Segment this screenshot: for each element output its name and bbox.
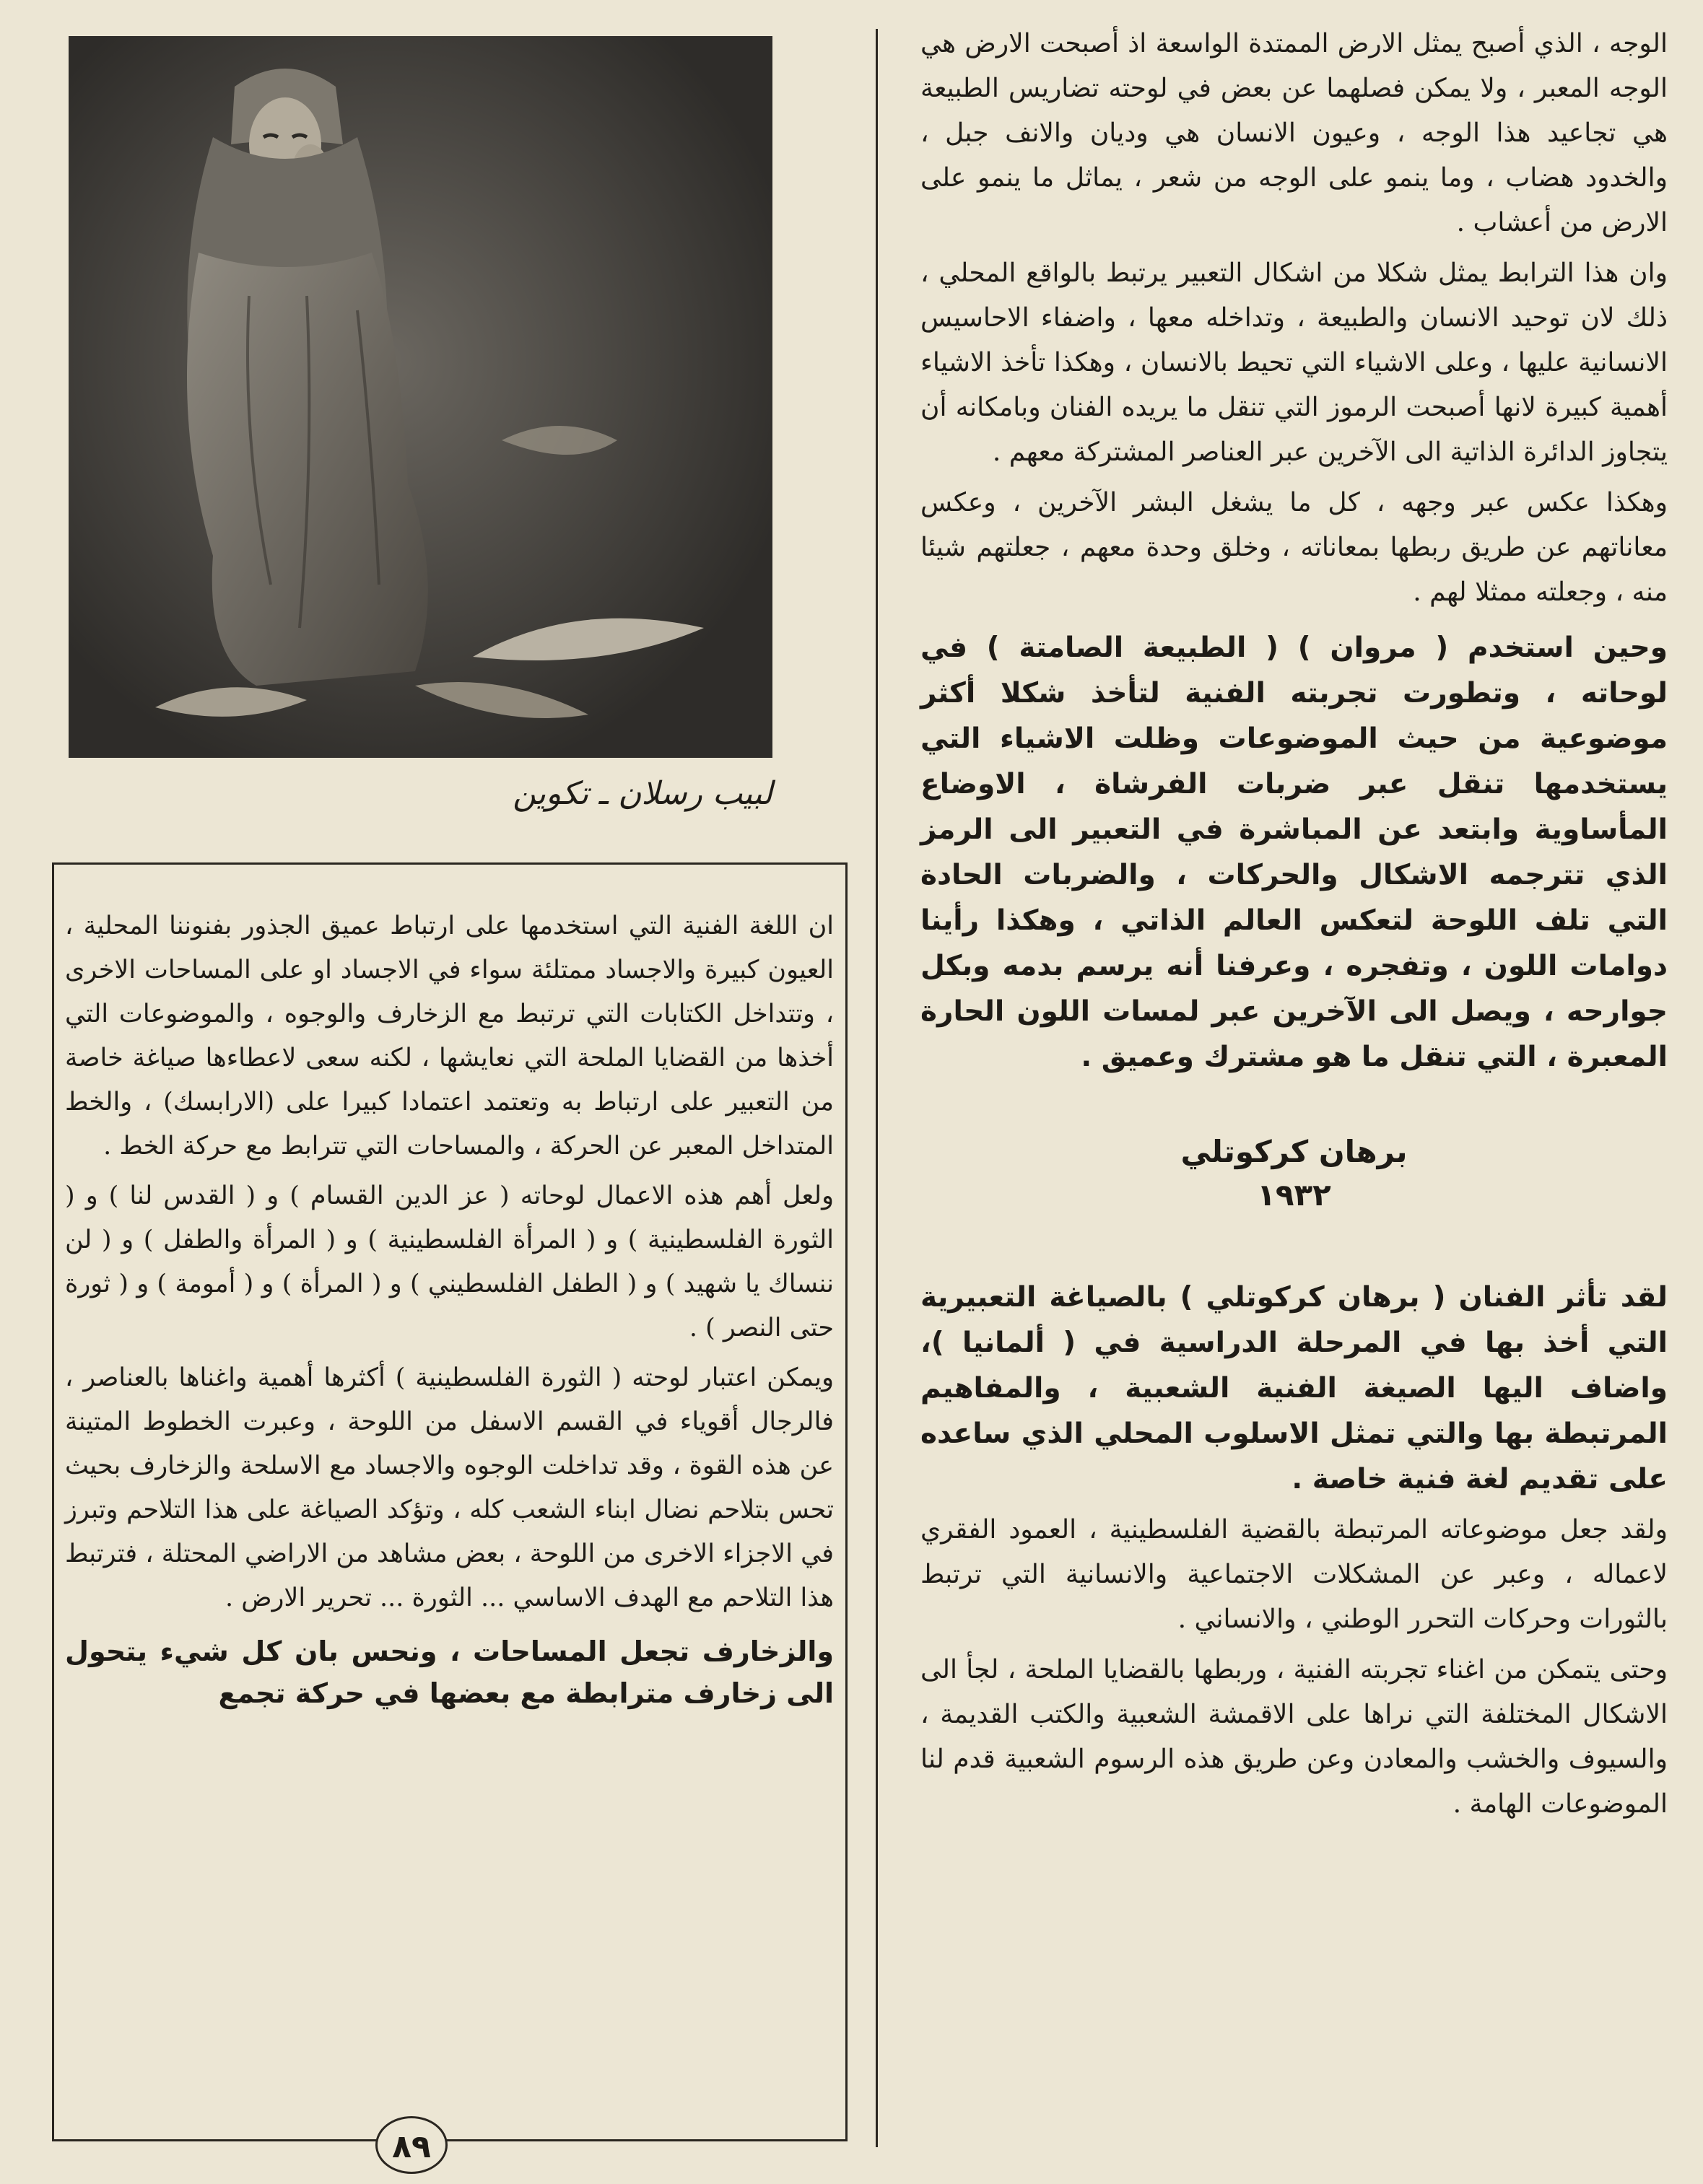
paragraph: ان اللغة الفنية التي استخدمها على ارتباط عميق الجذور بفنوننا المحلية ، العيون كبيرة والاجساد ممتلئة سواء في الاجساد او على المساحات الاخرى ، وتتداخل الكتابات التي ترتبط مع الزخارف والوجوه ، والموضوعات التي أخذها من القضايا الملحة التي نعايشها ، لكنه سعى لاعطاءها صياغة خاصة من التعبير على ارتباط به وتعتمد اعتمادا كبيرا على (الارابسك) ، والخط المتداخل المعبر عن الحركة ، والمساحات التي تترابط مع حركة الخط .	[65, 912, 834, 1161]
painting-caption: لبيب رسلان ـ تكوين	[513, 775, 772, 812]
painting-image	[69, 36, 772, 758]
painting-illustration	[69, 36, 772, 758]
artist-year: ١٩٣٢	[1257, 1177, 1331, 1213]
paragraph: الوجه ، الذي أصبح يمثل الارض الممتدة الواسعة اذ أصبحت الارض هي الوجه المعبر ، ولا يمكن فصلهما عن بعض في لوحته تضاريس الطبيعة هي تجاعيد هذا الوجه ، وعيون الانسان هي وديان والانف جبل ، والخدود هضاب ، وما ينمو على الوجه من شعر ، يماثل ما ينمو على الارض من أعشاب .	[920, 29, 1668, 237]
page-number: ٨٩	[375, 2116, 448, 2174]
artist-name: برهان كركوتلي	[1180, 1134, 1408, 1169]
bold-paragraph: لقد تأثر الفنان ( برهان كركوتلي ) بالصياغة التعبيرية التي أخذ بها في المرحلة الدراسية في ( ألمانيا )، واضاف اليها الصيغة الفنية الشعبية ، والمفاهيم المرتبطة بها والتي تمثل الاسلوب المحلي الذي ساعده على تقديم لغة فنية خاصة .	[920, 1281, 1668, 1495]
bold-paragraph: وحين استخدم ( مروان ) ( الطبيعة الصامتة ) في لوحاته ، وتطورت تجربته الفنية لتأخذ شكلا أكثر موضوعية من حيث الموضوعات وظلت الاشياء التي يستخدمها تنقل عبر ضربات الفرشاة ، الاوضاع المأساوية وابتعد عن المباشرة في التعبير الى الرمز الذي تترجمه الاشكال والحركات ، والضربات الحادة التي تلف اللوحة لتعكس العالم الذاتي ، وهكذا رأينا دوامات اللون ، وتفجره ، وعرفنا أنه يرسم بدمه وبكل جوارحه ، ويصل الى الآخرين عبر لمسات اللون الحارة المعبرة ، التي تنقل ما هو مشترك وعميق .	[920, 632, 1668, 1073]
left-column	[65, 904, 834, 1720]
section-heading	[920, 1130, 1668, 1217]
right-column	[920, 22, 1668, 2115]
column-divider	[876, 29, 878, 2147]
paragraph: ويمكن اعتبار لوحته ( الثورة الفلسطينية ) أكثرها أهمية واغناها بالعناصر ، فالرجال أقوياء في القسم الاسفل من اللوحة ، وعبرت الخطوط المتينة عن هذه القوة ، وقد تداخلت الوجوه والاجساد مع الاسلحة والزخارف بحيث تحس بتلاحم نضال ابناء الشعب كله ، وتؤكد الصياغة على هذا التلاحم وتبرز في الاجزاء الاخرى من اللوحة ، بعض مشاهد من الاراضي المحتلة ، فترتبط هذا التلاحم مع الهدف الاساسي ... الثورة ... تحرير الارض .	[65, 1363, 834, 1612]
paragraph: ولقد جعل موضوعاته المرتبطة بالقضية الفلسطينية ، العمود الفقري لاعماله ، وعبر عن المشكلات الاجتماعية والانسانية التي ترتبط بالثورات وحركات التحرر الوطني ، والانساني .	[920, 1515, 1668, 1634]
paragraph: وحتى يتمكن من اغناء تجربته الفنية ، وربطها بالقضايا الملحة ، لجأ الى الاشكال المختلفة التي نراها على الاقمشة الشعبية والكتب القديمة ، والسيوف والخشب والمعادن وعن طريق هذه الرسوم الشعبية قدم لنا الموضوعات الهامة .	[920, 1655, 1668, 1819]
bold-paragraph: والزخارف تجعل المساحات ، ونحس بان كل شيء يتحول الى زخارف مترابطة مع بعضها في حركة تجمع	[65, 1635, 834, 1709]
paragraph: ولعل أهم هذه الاعمال لوحاته ( عز الدين القسام ) و ( القدس لنا ) و ( الثورة الفلسطينية ) و ( المرأة الفلسطينية ) و ( المرأة والطفل ) و ( لن ننساك يا شهيد ) و ( الطفل الفلسطيني ) و ( المرأة ) و ( أمومة ) و ( ثورة حتى النصر ) .	[65, 1181, 834, 1342]
left-text-box	[52, 862, 848, 2141]
paragraph: وان هذا الترابط يمثل شكلا من اشكال التعبير يرتبط بالواقع المحلي ، ذلك لان توحيد الانسان والطبيعة ، وتداخله معها ، واضفاء الاحاسيس الانسانية عليها ، وعلى الاشياء التي تحيط بالانسان ، وهكذا تأخذ الاشياء أهمية كبيرة لانها أصبحت الرموز التي تنقل ما يريده الفنان وبامكانه أن يتجاوز الدائرة الذاتية الى الآخرين عبر العناصر المشتركة معهم .	[920, 258, 1668, 467]
paragraph: وهكذا عكس عبر وجهه ، كل ما يشغل البشر الآخرين ، وعكس معاناتهم عن طريق ربطها بمعاناته ، وخلق وحدة معهم ، جعلتهم شيئا منه ، وجعلته ممثلا لهم .	[920, 488, 1668, 607]
